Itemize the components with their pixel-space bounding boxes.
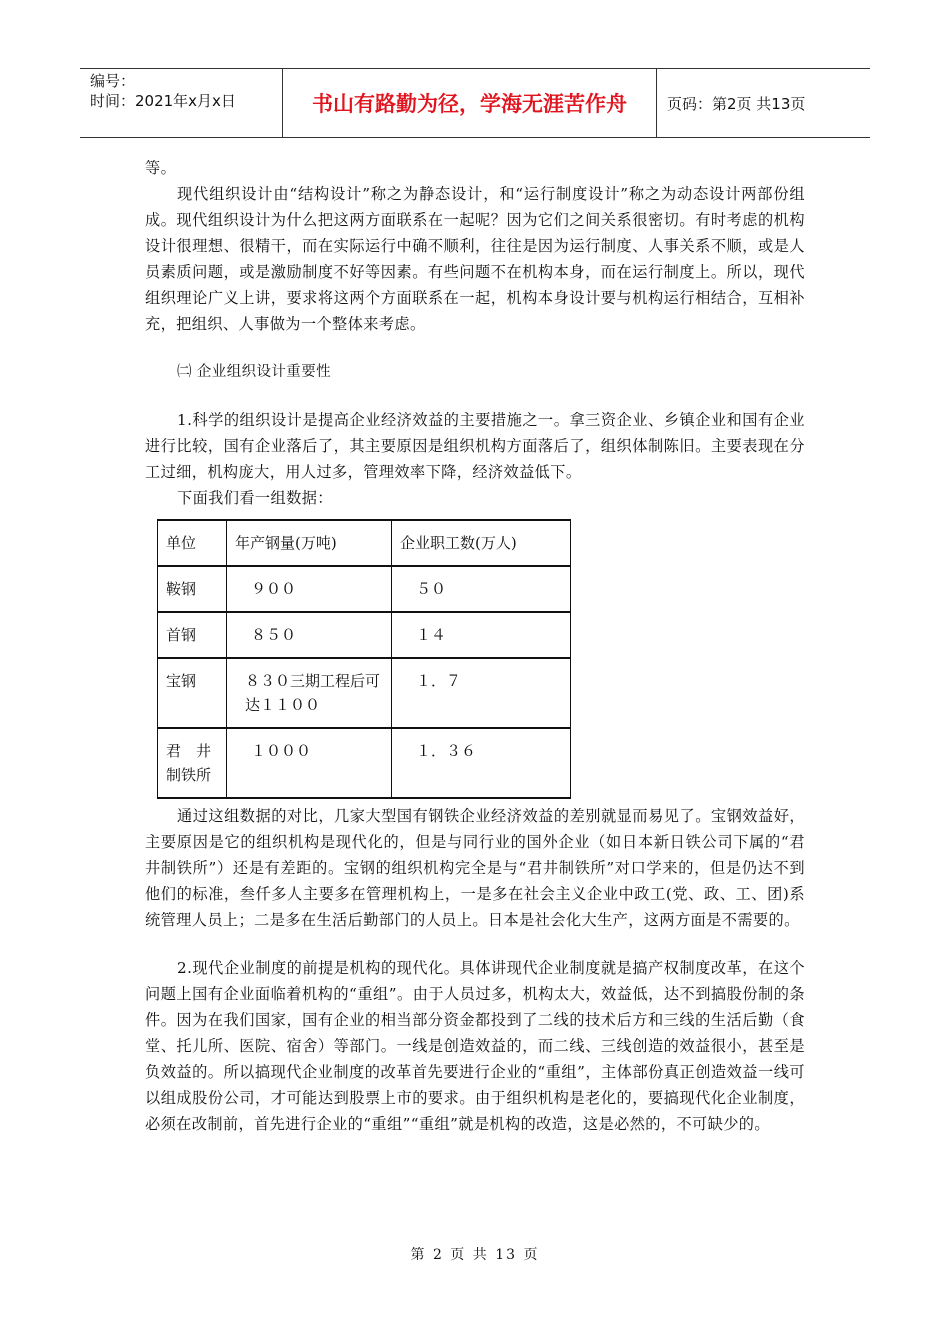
motto: 书山有路勤为径，学海无涯苦作舟 [282,69,657,137]
paragraph: 通过这组数据的对比，几家大型国有钢铁企业经济效益的差别就显而易见了。宝钢效益好，主要原因是它的组织机构是现代化的，但是与同行业的国外企业（如日本新日铁公司下属的“君井制铁所”）还是有差距的。宝钢的组织机构完全是与“君井制铁所”对口学来的，但是仍达不到他们的标准，叁仟多人主要多在管理机构上，一是多在社会主义企业中政工(党、政、工、团)系统管理人员上；二是多在生活后勤部门的人员上。日本是社会化大生产，这两方面是不需要的。 [145,807,805,929]
paragraph: 2.现代企业制度的前提是机构的现代化。具体讲现代企业制度就是搞产权制度改革，在这个问题上国有企业面临着机构的“重组”。由于人员过多，机构太大，效益低，达不到搞股份制的条件。因为在我们国家，国有企业的相当部分资金都投到了二线的技术后方和三线的生活后勤（食堂、托儿所、医院、宿舍）等部门。一线是创造效益的，而二线、三线创造的效益很小，甚至是负效益的。所以搞现代企业制度的改革首先要进行企业的“重组”，主体部份真正创造效益一线可以组成股份公司，才可能达到股票上市的要求。由于组织机构是老化的，要搞现代化企业制度，必须在改制前，首先进行企业的“重组”“重组”就是机构的改造，这是必然的，不可缺少的。 [145,959,805,1133]
table-cell: 首钢 [158,612,227,658]
paragraph: 现代组织设计由“结构设计”称之为静态设计，和“运行制度设计”称之为动态设计两部份组成。现代组织设计为什么把这两方面联系在一起呢？因为它们之间关系很密切。有时考虑的机构设计很理想、很精干，而在实际运行中确不顺利，往往是因为运行制度、人事关系不顺，或是人员素质问题，或是激励制度不好等因素。有些问题不在机构本身，而在运行制度上。所以，现代组织理论广义上讲，要求将这两个方面联系在一起，机构本身设计要与机构运行相结合，互相补充，把组织、人事做为一个整体来考虑。 [145,185,805,333]
table-cell: ８３０三期工程后可达１１００ [227,658,392,728]
section-title: ㈡ 企业组织设计重要性 [177,364,332,380]
header-left [80,69,282,137]
table-row [158,612,571,658]
paragraph: 等。 [145,159,177,177]
table-header: 年产钢量(万吨) [227,520,392,566]
table-row [158,566,571,612]
table-header-row [158,520,571,566]
table-cell: １．７ [392,658,571,728]
time-label: 时间：2021年x月x日 [90,92,236,110]
steel-data-table [157,519,571,799]
table-cell: ９００ [227,566,392,612]
table-cell: ５０ [392,566,571,612]
table-cell: 君 井制铁所 [158,728,227,798]
page-header [80,68,870,138]
table-cell: １０００ [227,728,392,798]
page-info: 页码：第2页 共13页 [667,94,806,113]
table-cell: 宝钢 [158,658,227,728]
table-cell: 鞍钢 [158,566,227,612]
table-row [158,658,571,728]
table-header: 单位 [158,520,227,566]
table-cell: ８５０ [227,612,392,658]
document-body [145,155,805,1137]
number-label: 编号： [90,72,136,90]
table-row [158,728,571,798]
table-cell: １４ [392,612,571,658]
page-footer: 第 2 页 共 13 页 [410,1247,540,1263]
table-cell: １．３６ [392,728,571,798]
paragraph: 1.科学的组织设计是提高企业经济效益的主要措施之一。拿三资企业、乡镇企业和国有企业进行比较，国有企业落后了，其主要原因是组织机构方面落后了，组织体制陈旧。主要表现在分工过细，机构庞大，用人过多，管理效率下降，经济效益低下。 [145,411,805,481]
table-header: 企业职工数(万人) [392,520,571,566]
paragraph: 下面我们看一组数据： [177,489,333,507]
